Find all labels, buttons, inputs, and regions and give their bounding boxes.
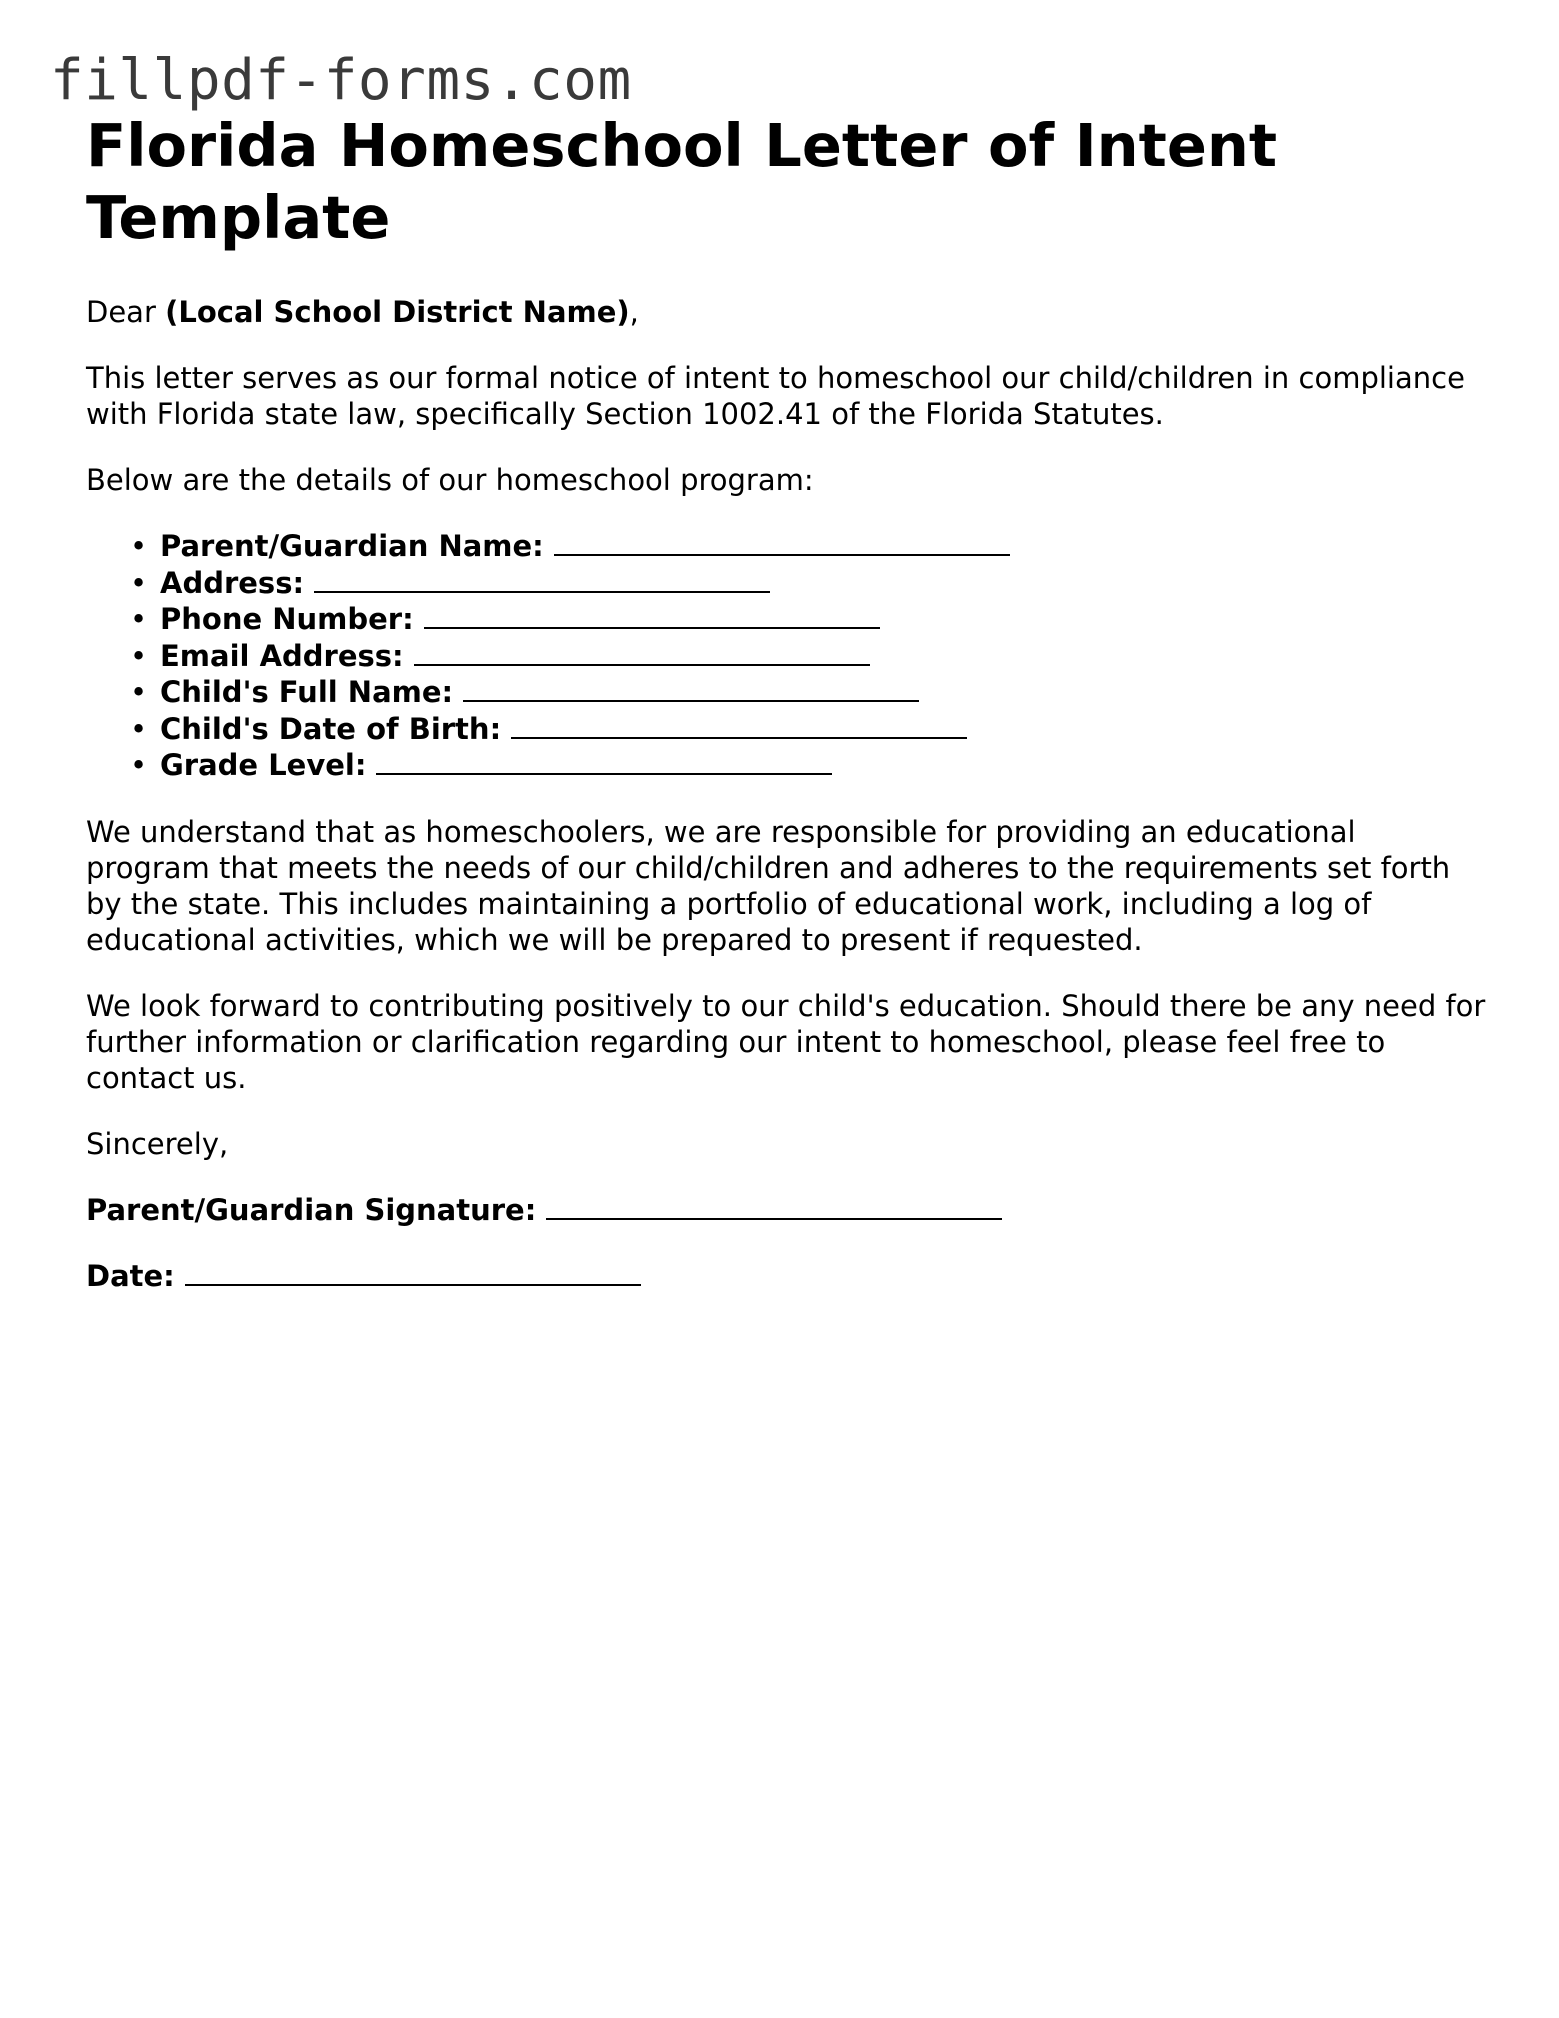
field-label: Child's Date of Birth: [160,711,502,746]
field-label: Grade Level: [160,748,367,782]
field-label: Child's Full Name: [160,675,454,709]
salutation-suffix: , [629,295,639,329]
field-label: Phone Number: [160,602,414,636]
watermark: fillpdf-forms.com [50,48,632,113]
bullet-icon: • [130,675,148,709]
phone-field[interactable] [424,603,880,629]
field-label: Email Address: [160,638,404,673]
list-item [130,674,1486,711]
date-line [86,1258,1486,1294]
signature-field[interactable] [546,1194,1002,1220]
bullet-icon: • [130,529,148,563]
list-item [130,638,1486,675]
salutation-prefix: Dear [86,295,166,329]
bullet-icon: • [130,711,148,746]
signoff: Sincerely, [86,1126,229,1161]
date-field[interactable] [185,1260,641,1286]
page-title: Florida Homeschool Letter of Intent Template [86,111,1278,252]
date-label: Date: [86,1258,175,1293]
bullet-icon: • [130,565,148,600]
email-field[interactable] [414,640,870,666]
child-name-field[interactable] [463,676,919,702]
closing-paragraph: We look forward to contributing positively to our child's education. Should there be any need for further information or clarification regarding our intent to homeschool, please feel free to contact us. [86,988,1486,1095]
signature-line [86,1192,1486,1228]
grade-level-field[interactable] [376,749,832,775]
bullet-icon: • [130,602,148,636]
salutation-recipient: (Local School District Name) [165,295,630,329]
address-field[interactable] [314,567,770,593]
field-label: Parent/Guardian Name: [160,529,544,563]
list-item [130,565,1486,602]
list-item [130,711,1486,748]
child-dob-field[interactable] [511,713,967,739]
bullet-icon: • [130,638,148,673]
details-intro: Below are the details of our homeschool program: [86,463,814,497]
responsibility-paragraph: We understand that as homeschoolers, we are responsible for providing an educational program that meets the needs of our child/children and adheres to the requirements set forth by the state. This includes maintaining a portfolio of educational work, including a log of educational activities, which we will be prepared to present if requested. [86,814,1451,957]
intro-paragraph: This letter serves as our formal notice of intent to homeschool our child/children in compliance with Florida state law, specifically Section 1002.41 of the Florida Statutes. [86,361,1465,431]
list-item [130,747,1486,784]
bullet-icon: • [130,748,148,782]
field-label: Address: [160,565,305,600]
signature-label: Parent/Guardian Signature: [86,1192,537,1227]
details-list [86,528,1486,784]
list-item [130,601,1486,638]
parent-name-field[interactable] [554,530,1010,556]
list-item [130,528,1486,565]
letter-page [86,110,1486,1294]
salutation [86,294,1486,330]
